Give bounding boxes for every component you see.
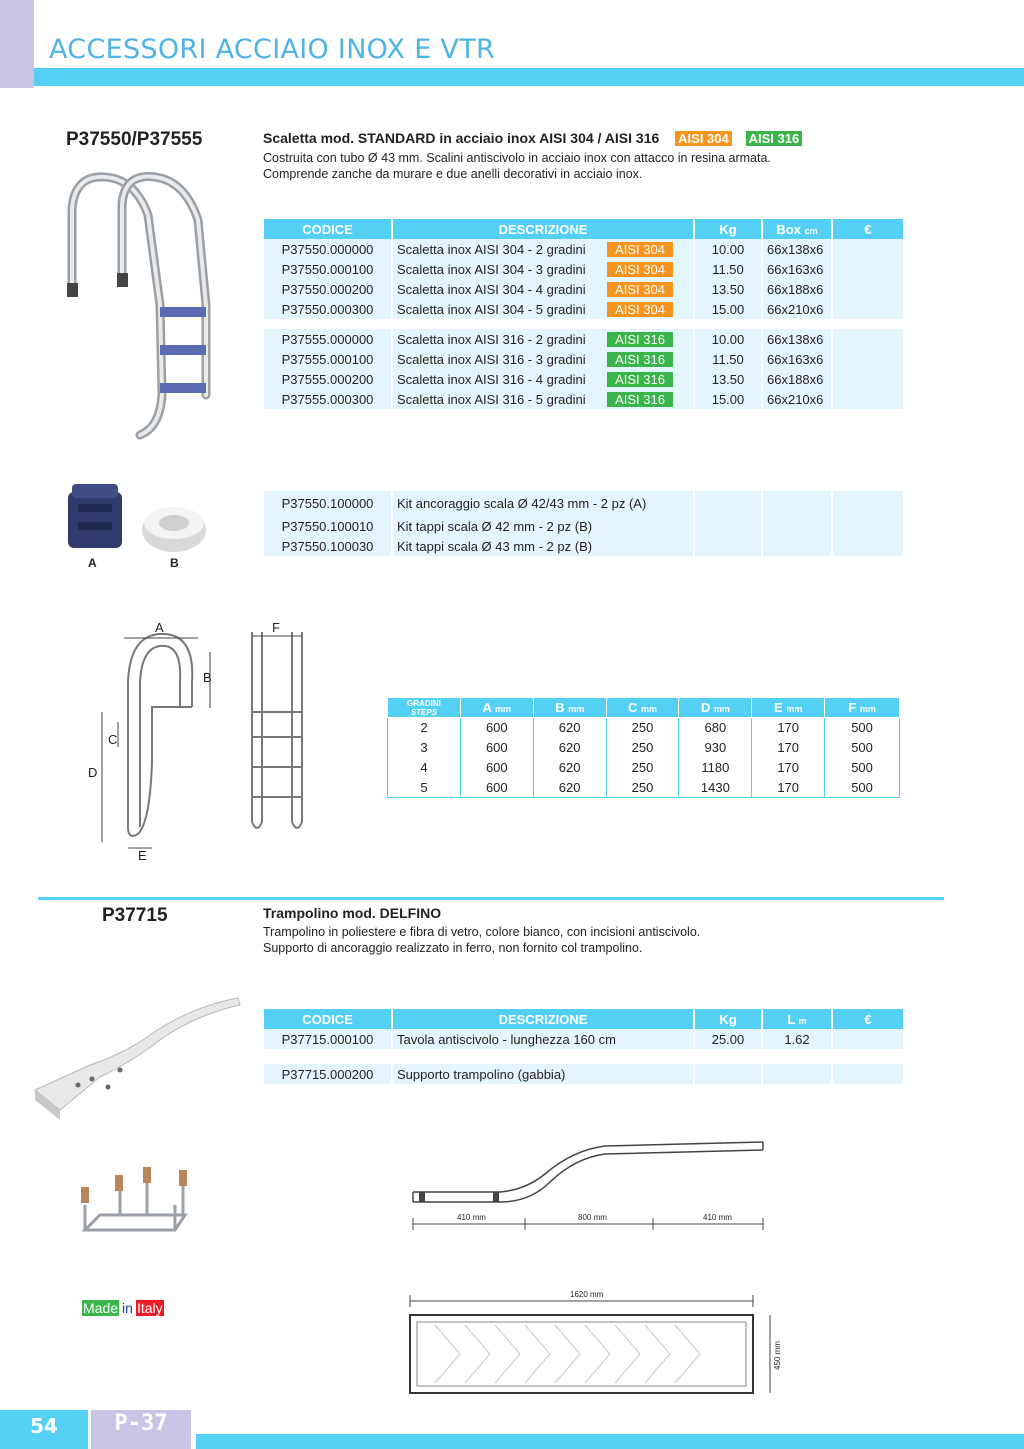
cell-badge: AISI 316 <box>607 332 673 347</box>
table-row <box>388 758 900 778</box>
cell-code: P37550.100000 <box>264 491 391 516</box>
cell-box: 66x188x6 <box>763 369 831 389</box>
badge-aisi304: AISI 304 <box>675 131 732 146</box>
cell-kg: 15.00 <box>695 389 761 409</box>
accessory-photo <box>62 478 212 558</box>
cell-box: 66x163x6 <box>763 259 831 279</box>
diving-board-rows <box>264 1029 903 1049</box>
ladder-price-table <box>262 219 905 319</box>
cell-code: P37550.000200 <box>264 279 391 299</box>
col-e-label: E <box>774 700 783 715</box>
cell-code: P37555.000300 <box>264 389 391 409</box>
ladder-dimension-diagram <box>80 612 320 867</box>
col-e-unit: mm <box>786 704 803 714</box>
cell-value: 620 <box>533 738 606 758</box>
desc-line: Trampolino in poliestere e fibra di vetro, colore bianco, con incisioni antiscivolo. <box>263 925 701 939</box>
cell-price <box>833 239 903 259</box>
col-euro: € <box>833 219 903 239</box>
col-c-unit: mm <box>640 704 657 714</box>
made-in-italy-logo <box>82 1300 164 1316</box>
cell-kg: 10.00 <box>695 329 761 349</box>
dim-label-1: 410 mm <box>457 1213 486 1222</box>
diagram-label-e: E <box>138 848 147 863</box>
cell-empty <box>695 516 761 536</box>
cell-code: P37550.000100 <box>264 259 391 279</box>
cell-badge: AISI 316 <box>607 372 673 387</box>
table-row <box>264 516 903 536</box>
cell-desc-text: Scaletta inox AISI 316 - 5 gradini <box>397 391 586 407</box>
cell-value: 930 <box>679 738 752 758</box>
cell-value: 600 <box>460 718 533 738</box>
rows-aisi316 <box>264 329 903 409</box>
cell-price <box>833 259 903 279</box>
cell-value: 250 <box>606 778 679 798</box>
table-row <box>388 738 900 758</box>
cell-price <box>833 369 903 389</box>
cell-value: 170 <box>752 738 825 758</box>
cell-kg: 13.50 <box>695 279 761 299</box>
page-title: ACCESSORI ACCIAIO INOX E VTR <box>49 34 496 65</box>
cell-price <box>833 279 903 299</box>
col-b <box>533 698 606 718</box>
cell-desc <box>393 239 693 259</box>
col-c-label: C <box>627 700 638 715</box>
accessory-rows <box>264 491 903 556</box>
rows-aisi304 <box>264 239 903 319</box>
cell-value: 3 <box>388 738 461 758</box>
col-kg: Kg <box>695 219 761 239</box>
cell-code: P37550.000000 <box>264 239 391 259</box>
col-descrizione: DESCRIZIONE <box>393 219 693 239</box>
table-row <box>264 1029 903 1049</box>
cell-desc-text: Scaletta inox AISI 304 - 2 gradini <box>397 241 586 257</box>
steps-rows <box>388 718 900 798</box>
table-row <box>264 329 903 349</box>
cell-badge: AISI 316 <box>607 392 673 407</box>
col-codice: CODICE <box>264 219 391 239</box>
cell-value: 170 <box>752 718 825 738</box>
dim-label-3: 410 mm <box>703 1213 732 1222</box>
cell-badge: AISI 304 <box>607 262 673 277</box>
col-gradini-label: GRADINI <box>407 698 441 708</box>
col-d-unit: mm <box>713 704 730 714</box>
cell-code: P37550.000300 <box>264 299 391 319</box>
cell-price <box>833 299 903 319</box>
cell-empty <box>763 516 831 536</box>
col-a-unit: mm <box>495 704 512 714</box>
product-title-diving-board: Trampolino mod. DELFINO <box>263 905 442 921</box>
cell-empty <box>763 1064 831 1084</box>
accessory-label-b: B <box>170 556 179 570</box>
cell-desc <box>393 349 693 369</box>
cell-box: 66x210x6 <box>763 389 831 409</box>
cell-box: 66x188x6 <box>763 279 831 299</box>
section-separator <box>38 897 944 900</box>
dim-label-length: 1620 mm <box>570 1290 604 1299</box>
cell-code: P37550.100030 <box>264 536 391 556</box>
header-corner-tab <box>0 0 34 88</box>
table-row <box>388 778 900 798</box>
cell-value: 600 <box>460 738 533 758</box>
col-d-label: D <box>700 700 711 715</box>
table-row <box>264 279 903 299</box>
diving-board-price-table <box>262 1009 905 1049</box>
table-row <box>264 349 903 369</box>
cell-value: 620 <box>533 718 606 738</box>
table-row <box>388 718 900 738</box>
cell-value: 250 <box>606 738 679 758</box>
col-box-label: Box <box>776 221 801 237</box>
col-gradini <box>388 698 461 718</box>
cell-kg: 25.00 <box>695 1029 761 1049</box>
col-a <box>460 698 533 718</box>
cell-desc <box>393 389 693 409</box>
col-e <box>752 698 825 718</box>
diagram-label-c: C <box>108 732 118 747</box>
cell-value: 2 <box>388 718 461 738</box>
cell-value: 600 <box>460 778 533 798</box>
product-code-diving-board: P37715 <box>102 905 168 926</box>
cell-value: 250 <box>606 758 679 778</box>
diagram-label-a: A <box>155 620 164 635</box>
table-row <box>264 239 903 259</box>
italy-word: Italy <box>136 1300 163 1316</box>
cell-badge: AISI 304 <box>607 242 673 257</box>
cell-box: 66x163x6 <box>763 349 831 369</box>
table-row <box>264 299 903 319</box>
col-length-unit: m <box>798 1015 807 1026</box>
badge-aisi316: AISI 316 <box>746 131 803 146</box>
cell-empty <box>695 536 761 556</box>
col-c <box>606 698 679 718</box>
cell-price <box>833 329 903 349</box>
ladder-photo <box>60 165 220 445</box>
cell-value: 1430 <box>679 778 752 798</box>
in-word: in <box>122 1300 133 1316</box>
ladder-price-table-316 <box>262 329 905 409</box>
col-d <box>679 698 752 718</box>
col-length <box>763 1009 831 1029</box>
cell-box: 66x210x6 <box>763 299 831 319</box>
accessories-table <box>262 491 905 556</box>
cell-value: 1180 <box>679 758 752 778</box>
cell-price <box>833 389 903 409</box>
cell-box: 66x138x6 <box>763 329 831 349</box>
cell-desc <box>393 259 693 279</box>
product-code-ladder: P37550/P37555 <box>66 129 203 150</box>
accessory-label-a: A <box>88 556 97 570</box>
col-b-unit: mm <box>568 704 585 714</box>
col-f-label: F <box>848 700 857 715</box>
col-f <box>825 698 900 718</box>
cell-value: 4 <box>388 758 461 778</box>
cell-empty <box>833 1064 903 1084</box>
product-description-diving-board <box>263 924 700 956</box>
cell-empty <box>695 1064 761 1084</box>
cell-value: 170 <box>752 778 825 798</box>
cell-value: 620 <box>533 758 606 778</box>
diving-support-table <box>262 1064 905 1084</box>
cell-desc: Kit ancoraggio scala Ø 42/43 mm - 2 pz (A) <box>393 491 693 516</box>
cell-desc-text: Scaletta inox AISI 304 - 4 gradini <box>397 281 586 297</box>
product-title-ladder <box>263 130 802 146</box>
col-box-unit: cm <box>804 225 818 236</box>
cell-price <box>833 1029 903 1049</box>
catalog-code: P-37 <box>114 1411 168 1436</box>
desc-line: Supporto di ancoraggio realizzato in ferro, non fornito col trampolino. <box>263 941 643 955</box>
cell-desc-text: Scaletta inox AISI 316 - 2 gradini <box>397 331 586 347</box>
cell-desc <box>393 329 693 349</box>
col-f-unit: mm <box>859 704 876 714</box>
col-kg: Kg <box>695 1009 761 1029</box>
cell-empty <box>695 491 761 516</box>
diving-board-photo <box>30 995 245 1125</box>
table-row <box>264 389 903 409</box>
made-word: Made <box>83 1300 119 1316</box>
cell-desc <box>393 279 693 299</box>
col-euro: € <box>833 1009 903 1029</box>
footer-bar <box>196 1434 1024 1449</box>
dim-label-2: 800 mm <box>578 1213 607 1222</box>
cell-value: 5 <box>388 778 461 798</box>
diagram-label-b: B <box>203 670 212 685</box>
cell-desc: Supporto trampolino (gabbia) <box>393 1064 693 1084</box>
cell-empty <box>833 516 903 536</box>
dim-label-width: 450 mm <box>773 1341 782 1370</box>
col-descrizione: DESCRIZIONE <box>393 1009 693 1029</box>
cell-kg: 11.50 <box>695 349 761 369</box>
cell-value: 620 <box>533 778 606 798</box>
steps-dimension-table <box>387 697 900 798</box>
table-row <box>264 1064 903 1084</box>
cell-empty <box>833 536 903 556</box>
cell-desc-text: Scaletta inox AISI 304 - 5 gradini <box>397 301 586 317</box>
product-description-ladder <box>263 150 771 182</box>
cell-value: 680 <box>679 718 752 738</box>
col-box <box>763 219 831 239</box>
cell-code: P37555.000100 <box>264 349 391 369</box>
cell-desc: Tavola antiscivolo - lunghezza 160 cm <box>393 1029 693 1049</box>
diagram-label-d: D <box>88 765 98 780</box>
cell-kg: 13.50 <box>695 369 761 389</box>
diagram-label-f: F <box>272 620 280 635</box>
cell-desc-text: Scaletta inox AISI 304 - 3 gradini <box>397 261 586 277</box>
desc-line: Costruita con tubo Ø 43 mm. Scalini antiscivolo in acciaio inox con attacco in resina armata. <box>263 151 771 165</box>
cell-value: 250 <box>606 718 679 738</box>
cell-kg: 11.50 <box>695 259 761 279</box>
diving-board-top-drawing <box>405 1285 790 1400</box>
cell-value: 500 <box>825 738 900 758</box>
diving-board-side-drawing <box>405 1140 770 1235</box>
cell-badge: AISI 304 <box>607 302 673 317</box>
table-row <box>264 259 903 279</box>
cell-code: P37715.000100 <box>264 1029 391 1049</box>
cell-code: P37555.000200 <box>264 369 391 389</box>
cell-empty <box>763 536 831 556</box>
cell-code: P37550.100010 <box>264 516 391 536</box>
col-length-label: L <box>787 1011 796 1027</box>
cell-badge: AISI 316 <box>607 352 673 367</box>
cell-badge: AISI 304 <box>607 282 673 297</box>
desc-line: Comprende zanche da murare e due anelli decorativi in acciaio inox. <box>263 167 643 181</box>
cell-value: 170 <box>752 758 825 778</box>
col-codice: CODICE <box>264 1009 391 1029</box>
cell-desc: Kit tappi scala Ø 42 mm - 2 pz (B) <box>393 516 693 536</box>
cell-kg: 10.00 <box>695 239 761 259</box>
cell-value: 500 <box>825 718 900 738</box>
cell-value: 500 <box>825 758 900 778</box>
cell-kg: 15.00 <box>695 299 761 319</box>
col-a-label: A <box>482 700 492 715</box>
cell-price <box>833 349 903 369</box>
cell-desc-text: Scaletta inox AISI 316 - 4 gradini <box>397 371 586 387</box>
product-title-text: Scaletta mod. STANDARD in acciaio inox AISI 304 / AISI 316 <box>263 130 660 146</box>
page-number: 54 <box>30 1414 58 1438</box>
cell-empty <box>833 491 903 516</box>
cell-desc-text: Scaletta inox AISI 316 - 3 gradini <box>397 351 586 367</box>
support-cage-photo <box>75 1165 195 1240</box>
cell-desc <box>393 299 693 319</box>
col-b-label: B <box>555 700 565 715</box>
cell-value: 500 <box>825 778 900 798</box>
table-row <box>264 536 903 556</box>
col-steps-label: STEPS <box>410 707 438 717</box>
cell-empty <box>763 491 831 516</box>
cell-desc <box>393 369 693 389</box>
cell-code: P37555.000000 <box>264 329 391 349</box>
cell-value: 600 <box>460 758 533 778</box>
cell-desc: Kit tappi scala Ø 43 mm - 2 pz (B) <box>393 536 693 556</box>
cell-length: 1.62 <box>763 1029 831 1049</box>
title-bar <box>34 68 1024 86</box>
table-row <box>264 369 903 389</box>
table-row <box>264 491 903 516</box>
cell-code: P37715.000200 <box>264 1064 391 1084</box>
cell-box: 66x138x6 <box>763 239 831 259</box>
